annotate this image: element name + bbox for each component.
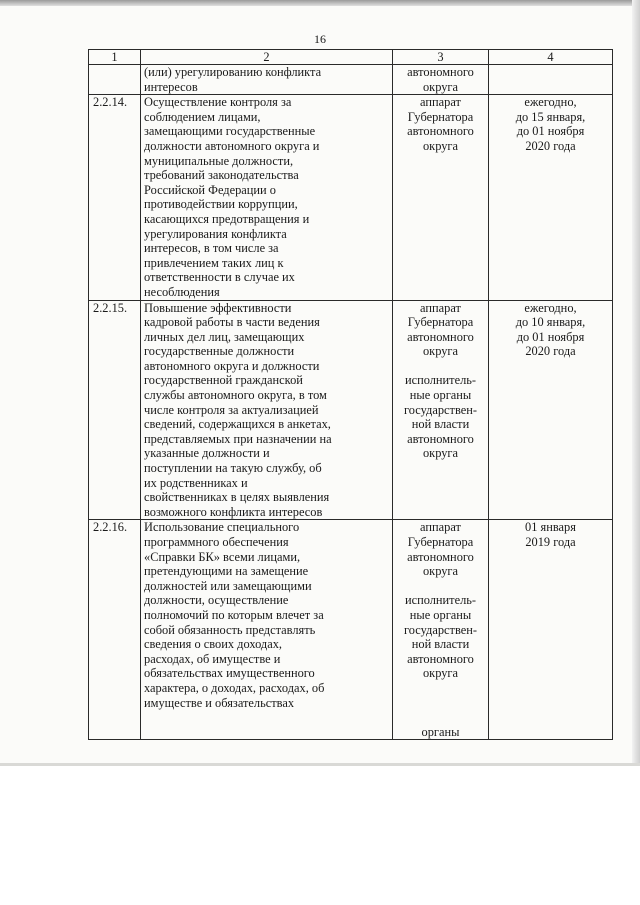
description-line: автономного округа и должности [144, 358, 320, 373]
description-line: кадровой работы в части ведения [144, 315, 320, 330]
header-row [89, 50, 613, 65]
deadline [489, 95, 613, 300]
executor-line: автономного [407, 431, 474, 446]
responsible-executor [393, 65, 489, 95]
description-line: сведений, содержащихся в анкетах, [144, 417, 331, 432]
executor-line: автономного [407, 549, 474, 564]
executor-line: округа [422, 666, 459, 681]
description-line: собой обязанность представлять [144, 622, 316, 637]
executor-line: ные органы [409, 388, 472, 403]
description-line: расходах, об имуществе и [144, 651, 281, 666]
deadline [489, 300, 613, 520]
item-number: 2.2.14. [89, 95, 141, 300]
deadline-line: до 01 ноября [516, 329, 585, 344]
executor-line: исполнитель- [404, 373, 477, 388]
executor-line: аппарат [420, 520, 461, 535]
column-header-1: 1 [89, 50, 141, 65]
executor-line: автономного [407, 651, 474, 666]
deadline-line: ежегодно, [524, 95, 577, 110]
description-line: Российской Федерации о [144, 182, 276, 197]
description-line: службы автономного округа, в том [144, 388, 327, 403]
description-line: касающихся предотвращения и [144, 211, 310, 226]
executor-line: органы [421, 724, 460, 739]
description-line: их родственниках и [144, 475, 248, 490]
deadline-line: 01 января [525, 520, 576, 535]
description-line: программного обеспечения [144, 535, 289, 549]
executor-line: аппарат [420, 300, 461, 315]
item-number: 2.2.16. [89, 520, 141, 740]
description-line: урегулирования конфликта [144, 226, 287, 241]
deadline [489, 520, 613, 740]
deadline-line: 2020 года [525, 138, 576, 153]
executor-line [396, 696, 485, 711]
table-row [89, 95, 613, 300]
description-line: Повышение эффективности [144, 300, 292, 315]
executor-line: государствен- [404, 622, 477, 637]
description-line: несоблюдения [144, 284, 220, 299]
description-line: соблюдением лицами, [144, 109, 261, 124]
column-header-3: 3 [393, 50, 489, 65]
description-line: представляемых при назначении на [144, 431, 332, 446]
executor-line: ные органы [409, 607, 472, 622]
deadline [489, 65, 613, 95]
executor-line: государствен- [404, 402, 477, 417]
responsible-executor [393, 95, 489, 300]
executor-line: округа [422, 138, 459, 153]
description-line: полномочий по которым влечет за [144, 607, 324, 622]
table-row [89, 520, 613, 740]
description-line: возможного конфликта интересов [144, 504, 323, 519]
description-line: обязательствах имущественного [144, 666, 315, 681]
description-line: Использование специального [144, 520, 300, 535]
measure-description [141, 65, 393, 95]
executor-line: автономного [407, 329, 474, 344]
description-line: государственные должности [144, 344, 295, 359]
description-line: привлечением таких лиц к [144, 255, 284, 270]
description-line: государственной гражданской [144, 373, 303, 388]
executor-line: автономного [407, 124, 474, 139]
description-line: муниципальные должности, [144, 153, 294, 168]
description-line: «Справки БК» всеми лицами, [144, 549, 301, 564]
table-row [89, 65, 613, 95]
executor-line: Губернатора [407, 109, 474, 124]
deadline-line: до 10 января, [515, 315, 586, 330]
measure-description [141, 95, 393, 300]
description-line: личных дел лиц, замещающих [144, 329, 305, 344]
executor-line: Губернатора [407, 315, 474, 330]
item-number [89, 65, 141, 95]
description-line: замещающими государственные [144, 124, 316, 139]
deadline-line: до 01 ноября [516, 124, 585, 139]
executor-line: округа [422, 79, 459, 94]
description-line: ответственности в случае их [144, 270, 295, 285]
deadline-line: ежегодно, [524, 300, 577, 315]
column-header-2: 2 [141, 50, 393, 65]
executor-line: ной власти [411, 417, 470, 432]
description-line: интересов [144, 79, 198, 94]
description-line: требований законодательства [144, 168, 299, 183]
description-line: поступлении на такую службу, об [144, 461, 322, 476]
deadline-line: до 15 января, [515, 109, 586, 124]
executor-line: округа [422, 564, 459, 579]
scan-right-edge [632, 0, 640, 763]
description-line: претендующими на замещение [144, 564, 309, 579]
description-line: должности, осуществление [144, 593, 289, 608]
description-line: указанные должности и [144, 446, 270, 461]
executor-line: исполнитель- [404, 593, 477, 608]
column-header-4: 4 [489, 50, 613, 65]
description-line: свойственниках в целях выявления [144, 490, 330, 505]
description-line: Осуществление контроля за [144, 95, 292, 110]
responsible-executor [393, 520, 489, 740]
scan-top-edge [0, 0, 640, 6]
page-number: 16 [314, 32, 326, 46]
executor-line: Губернатора [407, 535, 474, 549]
executor-line: ной власти [411, 637, 470, 652]
executor-line: округа [422, 344, 459, 359]
description-line: должности автономного округа и [144, 138, 320, 153]
description-line: числе контроля за актуализацией [144, 402, 319, 417]
measures-table [88, 49, 613, 740]
description-line: интересов, в том числе за [144, 241, 279, 256]
executor-line: округа [422, 446, 459, 461]
description-line: противодействии коррупции, [144, 197, 298, 212]
description-line: (или) урегулированию конфликта [144, 65, 322, 79]
table-row [89, 300, 613, 520]
responsible-executor [393, 300, 489, 520]
description-line: имуществе и обязательствах [144, 695, 295, 710]
description-line: сведения о своих доходах, [144, 637, 283, 652]
description-line: должностей или замещающими [144, 578, 312, 593]
deadline-line: 2019 года [525, 535, 576, 549]
item-number: 2.2.15. [89, 300, 141, 520]
executor-line [396, 681, 485, 696]
executor-line: аппарат [420, 95, 461, 110]
executor-line: автономного [407, 65, 474, 79]
description-line: характера, о доходах, расходах, об [144, 680, 325, 695]
measure-description [141, 520, 393, 740]
deadline-line: 2020 года [525, 344, 576, 359]
measure-description [141, 300, 393, 520]
